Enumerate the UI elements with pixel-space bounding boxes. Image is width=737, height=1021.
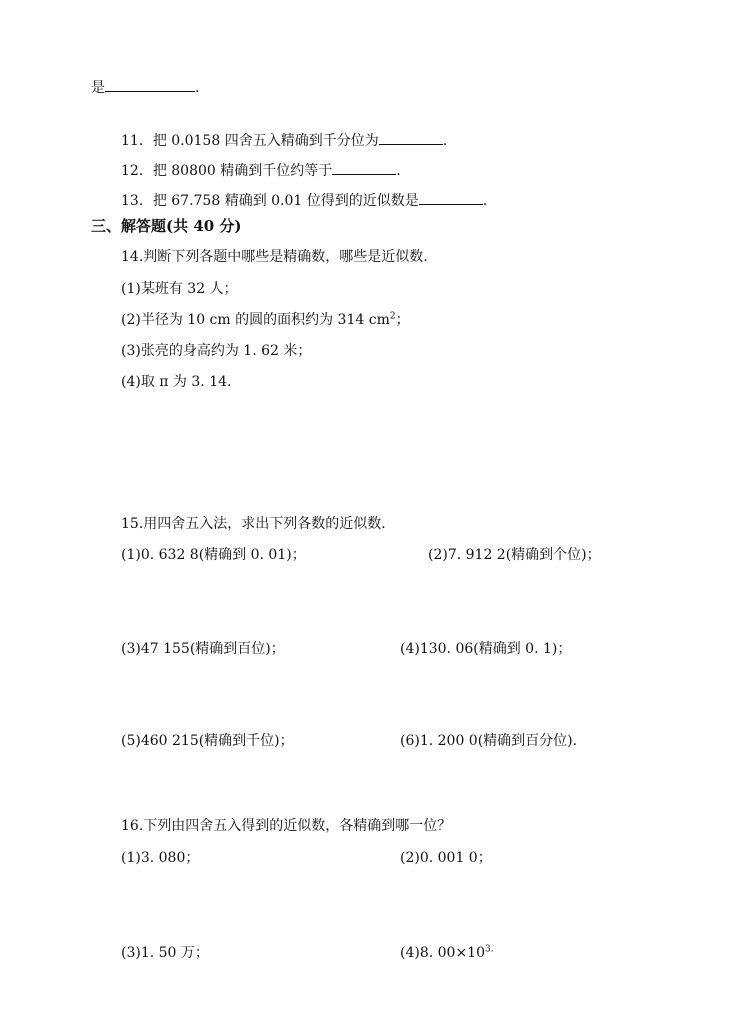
q16-item-3: (3)1. 50 万； [121,945,209,961]
answer-blank [379,130,443,145]
section-title: 三、解答题(共 40 分) [91,217,242,235]
q14-item-2 [121,311,410,329]
continuation-suffix: . [195,80,200,96]
superscript: 2 [389,311,396,322]
question-13 [121,190,487,210]
answer-blank [419,190,483,205]
q14-item-2-tail: ； [395,312,410,328]
question-text: 13．把 67.758 精确到 0.01 位得到的近似数是 [121,193,419,209]
question-suffix: . [396,163,401,179]
q15-item-6: (6)1. 200 0(精确到百分位). [400,733,578,749]
q15-item-4: (4)130. 06(精确到 0. 1)； [400,641,572,657]
q16-item-1: (1)3. 080； [121,850,200,866]
q16-item-4 [400,944,494,962]
question-14-stem: 14.判断下列各题中哪些是精确数，哪些是近似数. [121,249,428,265]
q14-item-1: (1)某班有 32 人； [121,281,238,297]
q15-item-5: (5)460 215(精确到千位)； [121,733,294,749]
answer-blank [332,160,396,175]
q16-item-2: (2)0. 001 0； [400,850,492,866]
question-16-stem: 16.下列由四舍五入得到的近似数，各精确到哪一位？ [121,818,452,834]
continuation-prefix: 是 [91,80,105,96]
answer-blank [105,77,195,92]
superscript: 3. [485,944,494,955]
q15-item-1: (1)0. 632 8(精确到 0. 01)； [121,547,306,563]
q15-item-2: (2)7. 912 2(精确到个位)； [428,547,601,563]
question-text: 12．把 80800 精确到千位约等于 [121,163,333,179]
question-11 [121,130,447,150]
q14-item-2-text: (2)半径为 10 cm 的圆的面积约为 314 cm [121,312,390,328]
question-15-stem: 15.用四舍五入法，求出下列各数的近似数. [121,516,386,532]
q14-item-4: (4)取 π 为 3. 14. [121,374,232,390]
q15-item-3: (3)47 155(精确到百位)； [121,641,285,657]
question-12 [121,160,401,180]
continuation-line [91,77,199,97]
question-text: 11．把 0.0158 四舍五入精确到千分位为 [121,133,379,149]
question-suffix: . [442,133,448,149]
q16-item-4-text: (4)8. 00×10 [400,945,485,961]
question-suffix: . [482,193,488,209]
q14-item-3: (3)张亮的身高约为 1. 62 米； [121,343,312,359]
